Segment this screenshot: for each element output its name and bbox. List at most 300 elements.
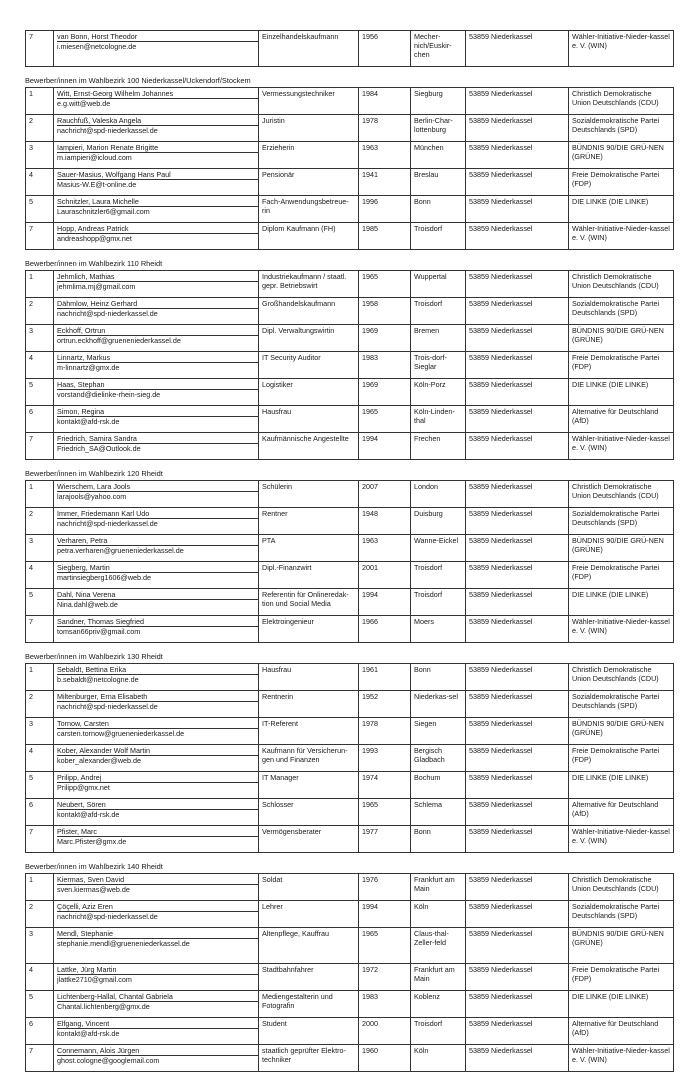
candidate-email: vorstand@dielinke-rhein-sieg.de	[57, 390, 161, 399]
candidate-name-cell	[54, 718, 259, 745]
table-row	[26, 874, 674, 901]
candidate-party: Christlich Demokratische Union Deutschlands (CDU)	[569, 271, 674, 298]
candidate-number: 7	[26, 223, 54, 250]
candidate-address: 53859 Niederkassel	[466, 826, 569, 853]
candidate-email: kontakt@afd-rsk.de	[57, 1029, 120, 1038]
candidate-name: Verharen, Petra	[57, 536, 258, 546]
candidate-number: 6	[26, 406, 54, 433]
candidate-name-cell	[54, 589, 259, 616]
candidate-name: Hopp, Andreas Patrick	[57, 224, 258, 234]
candidate-address: 53859 Niederkassel	[466, 691, 569, 718]
candidate-party: BÜNDNIS 90/DIE GRÜ-NEN (GRÜNE)	[569, 142, 674, 169]
candidate-birthplace: Bonn	[411, 826, 466, 853]
candidate-party: DIE LINKE (DIE LINKE)	[569, 772, 674, 799]
section-title: Bewerber/innen im Wahlbezirk 100 Niederkassel/Uckendorf/Stockem	[25, 76, 251, 85]
candidate-table	[25, 663, 674, 853]
candidate-birthplace: Bergisch Gladbach	[411, 745, 466, 772]
table-row	[26, 379, 674, 406]
candidate-number: 5	[26, 589, 54, 616]
candidate-year: 2000	[359, 1018, 411, 1045]
table-row	[26, 169, 674, 196]
candidate-name: Siegberg, Martin	[57, 563, 258, 573]
candidate-email: Nina.dahl@web.de	[57, 600, 118, 609]
candidate-job: Hausfrau	[259, 406, 359, 433]
table-row	[26, 352, 674, 379]
candidate-job: Kaufmännische Angestellte	[259, 433, 359, 460]
candidate-birthplace: Siegen	[411, 718, 466, 745]
table-row	[26, 826, 674, 853]
candidate-number: 1	[26, 664, 54, 691]
candidate-email: Lauraschnitzler6@gmail.com	[57, 207, 150, 216]
candidate-job: Industriekaufmann / staatl. gepr. Betriebswirt	[259, 271, 359, 298]
candidate-address: 53859 Niederkassel	[466, 772, 569, 799]
candidate-job: Elektroingenieur	[259, 616, 359, 643]
sections-container	[25, 76, 673, 1072]
candidate-name-cell	[54, 964, 259, 991]
candidate-address: 53859 Niederkassel	[466, 298, 569, 325]
candidate-job: Soldat	[259, 874, 359, 901]
candidate-address: 53859 Niederkassel	[466, 325, 569, 352]
candidate-party: DIE LINKE (DIE LINKE)	[569, 196, 674, 223]
table-row	[26, 691, 674, 718]
candidate-address: 53859 Niederkassel	[466, 406, 569, 433]
candidate-birthplace: Trois-dorf-Sieglar	[411, 352, 466, 379]
candidate-birthplace: Köln-Porz	[411, 379, 466, 406]
candidate-number: 5	[26, 196, 54, 223]
candidate-party: Sozialdemokratische Partei Deutschlands (SPD)	[569, 691, 674, 718]
candidate-address: 53859 Niederkassel	[466, 535, 569, 562]
candidate-job: Großhandelskaufmann	[259, 298, 359, 325]
candidate-year: 1948	[359, 508, 411, 535]
candidate-party: Freie Demokratische Partei (FDP)	[569, 352, 674, 379]
candidate-job: Dipl.-Finanzwirt	[259, 562, 359, 589]
candidate-year: 1965	[359, 928, 411, 964]
candidate-year: 1985	[359, 223, 411, 250]
candidate-email: b.sebaldt@netcologne.de	[57, 675, 139, 684]
candidate-number: 7	[26, 31, 54, 67]
candidate-birthplace: Troisdorf	[411, 562, 466, 589]
candidate-name-cell	[54, 1045, 259, 1072]
candidate-birthplace: Troisdorf	[411, 298, 466, 325]
candidate-name-cell	[54, 223, 259, 250]
candidate-email: kontakt@afd-rsk.de	[57, 810, 120, 819]
candidate-address: 53859 Niederkassel	[466, 799, 569, 826]
candidate-number: 4	[26, 562, 54, 589]
candidate-number: 7	[26, 1045, 54, 1072]
candidate-name: Mendl, Stephanie	[57, 929, 258, 939]
candidate-birthplace: Frechen	[411, 433, 466, 460]
candidate-birthplace: Köln-Linden-thal	[411, 406, 466, 433]
candidate-name: Immer, Friedemann Karl Udo	[57, 509, 258, 519]
candidate-year: 1966	[359, 616, 411, 643]
candidate-name: Tornow, Carsten	[57, 719, 258, 729]
candidate-name: Simon, Regina	[57, 407, 258, 417]
candidate-party: Christlich Demokratische Union Deutschlands (CDU)	[569, 481, 674, 508]
candidate-party: Wähler-Initiative-Nieder-kassel e. V. (WIN)	[569, 223, 674, 250]
candidate-birthplace: Troisdorf	[411, 223, 466, 250]
candidate-address: 53859 Niederkassel	[466, 1045, 569, 1072]
candidate-number: 3	[26, 928, 54, 964]
table-row	[26, 433, 674, 460]
candidate-name: Pfister, Marc	[57, 827, 258, 837]
candidate-job: IT Manager	[259, 772, 359, 799]
candidate-email: sven.kiermas@web.de	[57, 885, 130, 894]
candidate-list-page	[25, 30, 673, 1072]
table-row	[26, 928, 674, 964]
candidate-name-cell	[54, 1018, 259, 1045]
candidate-email: nachricht@spd-niederkassel.de	[57, 702, 158, 711]
candidate-year: 1965	[359, 271, 411, 298]
table-row	[26, 718, 674, 745]
candidate-number: 4	[26, 964, 54, 991]
candidate-name-cell	[54, 535, 259, 562]
candidate-name: Iampieri, Marion Renate Brigitte	[57, 143, 258, 153]
candidate-number: 2	[26, 901, 54, 928]
candidate-job: Schülerin	[259, 481, 359, 508]
candidate-birthplace: Niederkas-sel	[411, 691, 466, 718]
candidate-job: Rentner	[259, 508, 359, 535]
candidate-address: 53859 Niederkassel	[466, 745, 569, 772]
candidate-birthplace: Bonn	[411, 196, 466, 223]
candidate-job: Diplom Kaufmann (FH)	[259, 223, 359, 250]
candidate-name-cell	[54, 169, 259, 196]
candidate-address: 53859 Niederkassel	[466, 901, 569, 928]
candidate-birthplace: Claus-thal-Zeller-feld	[411, 928, 466, 964]
candidate-email: Prilipp@gmx.net	[57, 783, 110, 792]
candidate-number: 6	[26, 799, 54, 826]
candidate-name-cell	[54, 325, 259, 352]
table-row	[26, 115, 674, 142]
candidate-year: 1978	[359, 115, 411, 142]
candidate-birthplace: Troisdorf	[411, 1018, 466, 1045]
candidate-job: Stadtbahnfahrer	[259, 964, 359, 991]
candidate-email: Marc.Pfister@gmx.de	[57, 837, 127, 846]
candidate-name: Wierschem, Lara Jools	[57, 482, 258, 492]
candidate-number: 4	[26, 745, 54, 772]
candidate-job: Juristin	[259, 115, 359, 142]
candidate-email: martinsiegberg1606@web.de	[57, 573, 152, 582]
candidate-year: 2007	[359, 481, 411, 508]
candidate-number: 7	[26, 826, 54, 853]
candidate-party: BÜNDNIS 90/DIE GRÜ-NEN (GRÜNE)	[569, 928, 674, 964]
candidate-year: 1984	[359, 88, 411, 115]
candidate-birthplace: Schlema	[411, 799, 466, 826]
candidate-email: jlattke2710@gmail.com	[57, 975, 132, 984]
candidate-year: 1965	[359, 799, 411, 826]
candidate-year: 1996	[359, 196, 411, 223]
candidate-name: Eckhoff, Ortrun	[57, 326, 258, 336]
candidate-birthplace: Wanne-Eickel	[411, 535, 466, 562]
candidate-email: nachricht@spd-niederkassel.de	[57, 309, 158, 318]
table-row	[26, 589, 674, 616]
candidate-name-cell	[54, 88, 259, 115]
candidate-email: m-linnartz@gmx.de	[57, 363, 120, 372]
candidate-name: Kiermas, Sven David	[57, 875, 258, 885]
candidate-name: Witt, Ernst-Georg Wilhelm Johannes	[57, 89, 258, 99]
candidate-email: Friedrich_SA@Outlook.de	[57, 444, 141, 453]
candidate-job: PTA	[259, 535, 359, 562]
table-row	[26, 535, 674, 562]
candidate-table	[25, 480, 674, 643]
candidate-number: 5	[26, 991, 54, 1018]
candidate-number: 3	[26, 718, 54, 745]
candidate-job: Vermögensberater	[259, 826, 359, 853]
candidate-address: 53859 Niederkassel	[466, 928, 569, 964]
candidate-number: 1	[26, 271, 54, 298]
candidate-year: 1978	[359, 718, 411, 745]
candidate-job: Rentnerin	[259, 691, 359, 718]
candidate-birthplace: Siegburg	[411, 88, 466, 115]
candidate-number: 1	[26, 481, 54, 508]
candidate-birthplace: Berlin-Char-lottenburg	[411, 115, 466, 142]
candidate-party: Sozialdemokratische Partei Deutschlands (SPD)	[569, 115, 674, 142]
table-row	[26, 196, 674, 223]
candidate-year: 1993	[359, 745, 411, 772]
candidate-birthplace: Koblenz	[411, 991, 466, 1018]
candidate-address: 53859 Niederkassel	[466, 964, 569, 991]
candidate-birthplace: Bochum	[411, 772, 466, 799]
table-row	[26, 508, 674, 535]
candidate-job: Mediengestalterin und Fotografin	[259, 991, 359, 1018]
candidate-year: 1941	[359, 169, 411, 196]
candidate-email: ghost.cologne@googlemail.com	[57, 1056, 160, 1065]
candidate-birthplace: Frankfurt am Main	[411, 874, 466, 901]
candidate-name-cell	[54, 991, 259, 1018]
candidate-number: 4	[26, 352, 54, 379]
candidate-party: Christlich Demokratische Union Deutschlands (CDU)	[569, 874, 674, 901]
candidate-year: 1974	[359, 772, 411, 799]
table-row	[26, 142, 674, 169]
candidate-name: Schnitzler, Laura Michelle	[57, 197, 258, 207]
candidate-party: DIE LINKE (DIE LINKE)	[569, 589, 674, 616]
candidate-job: Erzieherin	[259, 142, 359, 169]
candidate-name: van Bonn, Horst Theodor	[57, 32, 258, 42]
candidate-name: Miltenburger, Erna Elisabeth	[57, 692, 258, 702]
candidate-number: 1	[26, 874, 54, 901]
candidate-name: Linnartz, Markus	[57, 353, 258, 363]
candidate-name-cell	[54, 406, 259, 433]
candidate-party: Alternative für Deutschland (AfD)	[569, 799, 674, 826]
candidate-number: 5	[26, 772, 54, 799]
candidate-name-cell	[54, 433, 259, 460]
candidate-name: Sandner, Thomas Siegfried	[57, 617, 258, 627]
candidate-name: Sauer-Masius, Wolfgang Hans Paul	[57, 170, 258, 180]
candidate-name: Neubert, Sören	[57, 800, 258, 810]
candidate-number: 7	[26, 616, 54, 643]
candidate-name-cell	[54, 271, 259, 298]
candidate-name-cell	[54, 562, 259, 589]
candidate-address: 53859 Niederkassel	[466, 433, 569, 460]
candidate-name: Jehmlich, Mathias	[57, 272, 258, 282]
candidate-name-cell	[54, 874, 259, 901]
candidate-birthplace: Köln	[411, 901, 466, 928]
candidate-birthplace: Mecher-nich/Euskir-chen	[411, 31, 466, 67]
candidate-email: jehmlima.mj@gmail.com	[57, 282, 136, 291]
candidate-name-cell	[54, 745, 259, 772]
candidate-name-cell	[54, 616, 259, 643]
candidate-birthplace: Frankfurt am Main	[411, 964, 466, 991]
candidate-name: Elfgang, Vincent	[57, 1019, 258, 1029]
table-row	[26, 325, 674, 352]
candidate-birthplace: Moers	[411, 616, 466, 643]
table-row	[26, 1045, 674, 1072]
candidate-job: Logistiker	[259, 379, 359, 406]
candidate-address: 53859 Niederkassel	[466, 589, 569, 616]
candidate-year: 1956	[359, 31, 411, 67]
candidate-email: carsten.tornow@grueneniederkassel.de	[57, 729, 185, 738]
candidate-job: Kaufmann für Versicherun-gen und Finanzen	[259, 745, 359, 772]
candidate-year: 1983	[359, 352, 411, 379]
candidate-email: nachricht@spd-niederkassel.de	[57, 912, 158, 921]
candidate-job: IT Security Auditor	[259, 352, 359, 379]
table-row	[26, 745, 674, 772]
candidate-email: i.miesen@netcologne.de	[57, 42, 137, 51]
candidate-email: nachricht@spd-niederkassel.de	[57, 126, 158, 135]
candidate-name: Connemann, Alois Jürgen	[57, 1046, 258, 1056]
candidate-party: Alternative für Deutschland (AfD)	[569, 1018, 674, 1045]
candidate-party: Sozialdemokratische Partei Deutschlands (SPD)	[569, 508, 674, 535]
candidate-name: Çöçelli, Aziz Eren	[57, 902, 258, 912]
candidate-email: kober_alexander@web.de	[57, 756, 142, 765]
candidate-name-cell	[54, 352, 259, 379]
candidate-name: Rauchfuß, Valeska Angela	[57, 116, 258, 126]
candidate-job: Lehrer	[259, 901, 359, 928]
candidate-birthplace: Breslau	[411, 169, 466, 196]
candidate-address: 53859 Niederkassel	[466, 508, 569, 535]
candidate-party: Sozialdemokratische Partei Deutschlands (SPD)	[569, 901, 674, 928]
candidate-address: 53859 Niederkassel	[466, 664, 569, 691]
candidate-name-cell	[54, 664, 259, 691]
table-row	[26, 31, 674, 67]
candidate-job: Schlosser	[259, 799, 359, 826]
candidate-address: 53859 Niederkassel	[466, 142, 569, 169]
candidate-name-cell	[54, 379, 259, 406]
candidate-year: 1963	[359, 142, 411, 169]
candidate-birthplace: Bremen	[411, 325, 466, 352]
candidate-job: staatlich geprüfter Elektro-techniker	[259, 1045, 359, 1072]
candidate-job: IT-Referent	[259, 718, 359, 745]
candidate-table	[25, 87, 674, 250]
candidate-address: 53859 Niederkassel	[466, 223, 569, 250]
candidate-address: 53859 Niederkassel	[466, 991, 569, 1018]
table-row	[26, 271, 674, 298]
candidate-name: Lichtenberg-Hallal, Chantal Gabriela	[57, 992, 258, 1002]
candidate-party: DIE LINKE (DIE LINKE)	[569, 379, 674, 406]
section-title: Bewerber/innen im Wahlbezirk 120 Rheidt	[25, 469, 163, 478]
candidate-year: 1994	[359, 433, 411, 460]
table-row	[26, 901, 674, 928]
candidate-name: Friedrich, Samira Sandra	[57, 434, 258, 444]
candidate-name-cell	[54, 142, 259, 169]
candidate-job: Dipl. Verwaltungswirtin	[259, 325, 359, 352]
candidate-party: Christlich Demokratische Union Deutschlands (CDU)	[569, 88, 674, 115]
candidate-year: 2001	[359, 562, 411, 589]
candidate-birthplace: London	[411, 481, 466, 508]
candidate-number: 5	[26, 379, 54, 406]
candidate-party: Christlich Demokratische Union Deutschlands (CDU)	[569, 664, 674, 691]
candidate-name: Dähmlow, Heinz Gerhard	[57, 299, 258, 309]
candidate-party: Wähler-Initiative-Nieder-kassel e. V. (WIN)	[569, 616, 674, 643]
candidate-name-cell	[54, 298, 259, 325]
section-title: Bewerber/innen im Wahlbezirk 140 Rheidt	[25, 862, 163, 871]
candidate-number: 1	[26, 88, 54, 115]
candidate-job: Einzelhandelskaufmann	[259, 31, 359, 67]
candidate-table	[25, 873, 674, 1072]
candidate-name: Kober, Alexander Wolf Martin	[57, 746, 258, 756]
candidate-year: 1977	[359, 826, 411, 853]
candidate-address: 53859 Niederkassel	[466, 169, 569, 196]
candidate-email: ortrun.eckhoff@grueneniederkassel.de	[57, 336, 181, 345]
candidate-year: 1965	[359, 406, 411, 433]
candidate-year: 1958	[359, 298, 411, 325]
table-row	[26, 1018, 674, 1045]
candidate-party: BÜNDNIS 90/DIE GRÜ-NEN (GRÜNE)	[569, 325, 674, 352]
candidate-address: 53859 Niederkassel	[466, 88, 569, 115]
candidate-birthplace: Bonn	[411, 664, 466, 691]
candidate-number: 2	[26, 691, 54, 718]
candidate-year: 1960	[359, 1045, 411, 1072]
candidate-year: 1983	[359, 991, 411, 1018]
candidate-party: Freie Demokratische Partei (FDP)	[569, 745, 674, 772]
candidate-email: andreashopp@gmx.net	[57, 234, 132, 243]
table-row	[26, 88, 674, 115]
candidate-name-cell	[54, 901, 259, 928]
candidate-address: 53859 Niederkassel	[466, 874, 569, 901]
table-row	[26, 481, 674, 508]
candidate-job: Hausfrau	[259, 664, 359, 691]
table-row	[26, 406, 674, 433]
table-row	[26, 991, 674, 1018]
candidate-address: 53859 Niederkassel	[466, 718, 569, 745]
candidate-name-cell	[54, 928, 259, 964]
candidate-party: Sozialdemokratische Partei Deutschlands (SPD)	[569, 298, 674, 325]
candidate-birthplace: Duisburg	[411, 508, 466, 535]
candidate-party: BÜNDNIS 90/DIE GRÜ-NEN (GRÜNE)	[569, 718, 674, 745]
candidate-email: petra.verharen@grueneniederkassel.de	[57, 546, 184, 555]
table-row	[26, 664, 674, 691]
candidate-number: 3	[26, 325, 54, 352]
candidate-name-cell	[54, 772, 259, 799]
candidate-party: Wähler-Initiative-Nieder-kassel e. V. (WIN)	[569, 433, 674, 460]
candidate-party: Wähler-Initiative-Nieder-kassel e. V. (WIN)	[569, 826, 674, 853]
candidate-party: Freie Demokratische Partei (FDP)	[569, 964, 674, 991]
candidate-party: DIE LINKE (DIE LINKE)	[569, 991, 674, 1018]
candidate-party: Wähler-Initiative-Nieder-kassel e. V. (WIN)	[569, 1045, 674, 1072]
candidate-email: e.g.witt@web.de	[57, 99, 111, 108]
candidate-number: 7	[26, 433, 54, 460]
candidate-address: 53859 Niederkassel	[466, 616, 569, 643]
candidate-email: m.iampieri@icloud.com	[57, 153, 132, 162]
candidate-name-cell	[54, 691, 259, 718]
candidate-number: 4	[26, 169, 54, 196]
candidate-table	[25, 270, 674, 460]
candidate-name-cell	[54, 481, 259, 508]
candidate-party: Alternative für Deutschland (AfD)	[569, 406, 674, 433]
candidate-year: 1994	[359, 589, 411, 616]
candidate-name-cell	[54, 508, 259, 535]
candidate-email: larajools@yahoo.com	[57, 492, 127, 501]
candidate-address: 53859 Niederkassel	[466, 562, 569, 589]
candidate-birthplace: München	[411, 142, 466, 169]
candidate-name: Dahl, Nina Verena	[57, 590, 258, 600]
section-title: Bewerber/innen im Wahlbezirk 110 Rheidt	[25, 259, 163, 268]
candidate-birthplace: Wuppertal	[411, 271, 466, 298]
candidate-name: Lattke, Jürg Martin	[57, 965, 258, 975]
candidate-address: 53859 Niederkassel	[466, 1018, 569, 1045]
candidate-job: Pensionär	[259, 169, 359, 196]
candidate-name-cell	[54, 799, 259, 826]
candidate-birthplace: Köln	[411, 1045, 466, 1072]
